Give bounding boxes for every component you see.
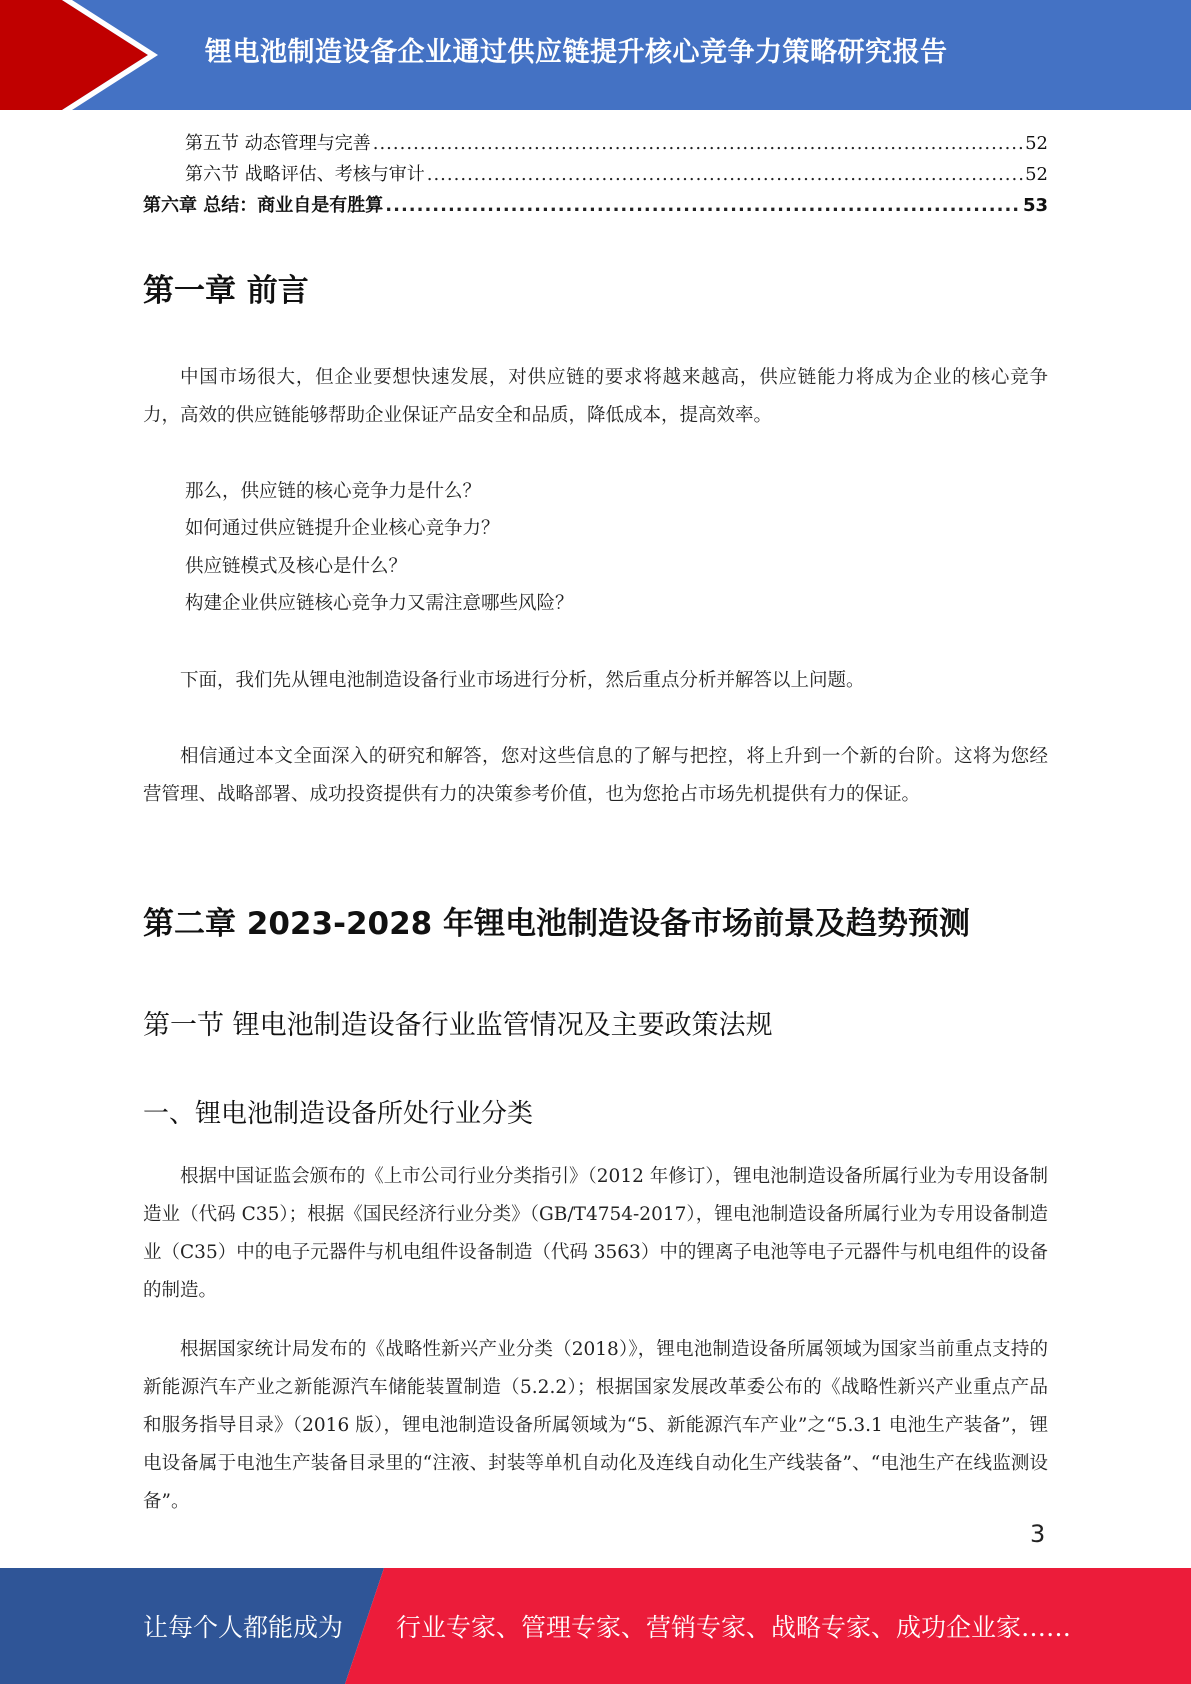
paragraph: 根据国家统计局发布的《战略性新兴产业分类（2018）》，锂电池制造设备所属领域为国家当前重点支持的新能源汽车产业之新能源汽车储能装置制造（5.2.2）；根据国家发展改革委公布的《战略性新兴产业重点产品和服务指导目录》（2016 版），锂电池制造设备所属领域为“5、新能源汽车产业”之“5.3.1 电池生产装备”，锂电设备属于电池生产装备目录里的“注液、封装等单机自动化及连线自动化生产线装备”、“电池生产在线监测设备”。 [143,1339,1048,1512]
header-arrow-icon [0,0,160,110]
chapter-heading: 第二章 2023-2028 年锂电池制造设备市场前景及趋势预测 [143,906,971,942]
toc-leader [385,190,1021,221]
paragraph: 中国市场很大，但企业要想快速发展，对供应链的要求将越来越高，供应链能力将成为企业的核心竞争力，高效的供应链能够帮助企业保证产品安全和品质，降低成本，提高效率。 [143,367,1048,426]
subsection-heading: 一、锂电池制造设备所处行业分类 [143,1099,534,1129]
paragraph: 根据中国证监会颁布的《上市公司行业分类指引》（2012 年修订），锂电池制造设备所属行业为专用设备制造业（代码 C35）；根据《国民经济行业分类》（GB/T4754-2017），锂电池制造设备所属行业为专用设备制造业（C35）中的电子元器件与机电组件设备制造（代码 3563）中的锂离子电池等电子元器件与机电组件的设备的制造。 [143,1166,1048,1301]
toc-leader [427,159,1023,190]
chapter-heading: 第一章 前言 [143,273,309,309]
question-line: 如何通过供应链提升企业核心竞争力？ [185,518,500,539]
toc-entry-page: 53 [1022,195,1048,216]
toc [143,128,1048,221]
question-line: 供应链模式及核心是什么？ [185,556,408,577]
question-line: 那么，供应链的核心竞争力是什么？ [185,481,482,502]
toc-leader [373,128,1023,159]
toc-entry[interactable] [143,190,1048,221]
report-title: 锂电池制造设备企业通过供应链提升核心竞争力策略研究报告 [205,37,948,68]
toc-entry-title: 第六章 总结：商业自是有胜算 [143,195,384,216]
question-line: 构建企业供应链核心竞争力又需注意哪些风险？ [185,593,574,614]
footer-slogan-right: 行业专家、管理专家、营销专家、战略专家、成功企业家…… [396,1613,1072,1642]
page-header [0,0,1191,110]
page-footer [0,1568,1191,1684]
paragraph: 相信通过本文全面深入的研究和解答，您对这些信息的了解与把控，将上升到一个新的台阶。这将为您经营管理、战略部署、成功投资提供有力的决策参考价值，也为您抢占市场先机提供有力的保证。 [143,746,1048,805]
toc-entry-title: 第五节 动态管理与完善 [185,133,371,154]
toc-entry-page: 52 [1025,133,1048,154]
toc-entry[interactable] [143,159,1048,190]
section-heading: 第一节 锂电池制造设备行业监管情况及主要政策法规 [143,1010,773,1041]
toc-entry-page: 52 [1025,164,1048,185]
toc-entry-title: 第六节 战略评估、考核与审计 [185,164,425,185]
footer-slogan-left: 让每个人都能成为 [143,1613,344,1642]
paragraph: 下面，我们先从锂电池制造设备行业市场进行分析，然后重点分析并解答以上问题。 [180,670,865,691]
page-number: 3 [1030,1520,1046,1548]
toc-entry[interactable] [143,128,1048,159]
